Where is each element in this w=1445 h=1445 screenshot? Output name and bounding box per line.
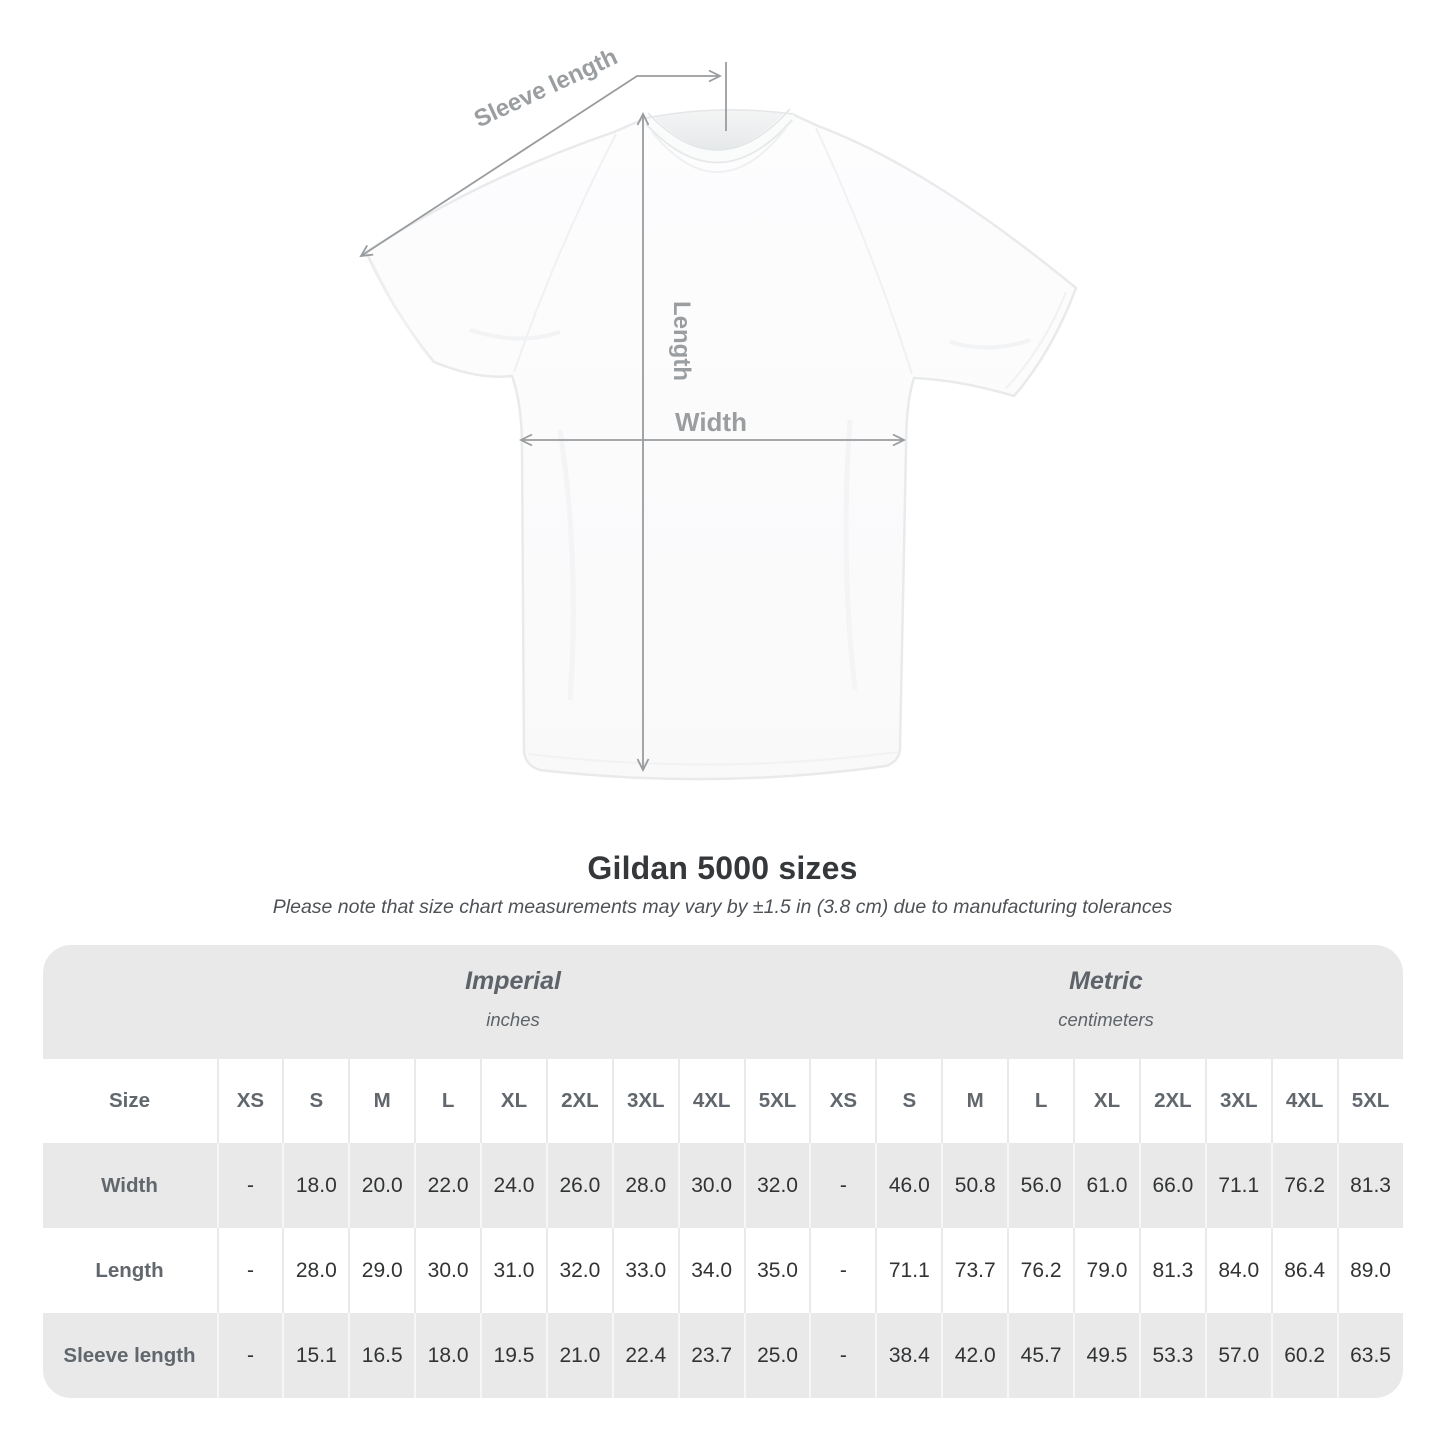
row-label: Length bbox=[95, 1258, 164, 1282]
size-col-metric-4xl: 4XL bbox=[1271, 1059, 1337, 1143]
value-cell: 60.2 bbox=[1271, 1313, 1337, 1398]
size-col-metric-3xl: 3XL bbox=[1205, 1059, 1271, 1143]
value-cell: 73.7 bbox=[941, 1228, 1007, 1313]
value-cell: 86.4 bbox=[1271, 1228, 1337, 1313]
value-cell: - bbox=[809, 1143, 875, 1228]
value-cell: 42.0 bbox=[941, 1313, 1007, 1398]
value-cell: 30.0 bbox=[414, 1228, 480, 1313]
value-cell: 71.1 bbox=[1205, 1143, 1271, 1228]
value-cell: 35.0 bbox=[744, 1228, 810, 1313]
value-cell: 32.0 bbox=[744, 1143, 810, 1228]
value-cell: 18.0 bbox=[282, 1143, 348, 1228]
value-cell: 29.0 bbox=[348, 1228, 414, 1313]
value-cell: 53.3 bbox=[1139, 1313, 1205, 1398]
table-row bbox=[43, 1143, 1403, 1228]
size-col-imperial-2xl: 2XL bbox=[546, 1059, 612, 1143]
value-cell: 26.0 bbox=[546, 1143, 612, 1228]
value-cell: 84.0 bbox=[1205, 1228, 1271, 1313]
value-cell: 20.0 bbox=[348, 1143, 414, 1228]
value-cell: 34.0 bbox=[678, 1228, 744, 1313]
value-cell: 38.4 bbox=[875, 1313, 941, 1398]
value-cell: 19.5 bbox=[480, 1313, 546, 1398]
value-cell: 45.7 bbox=[1007, 1313, 1073, 1398]
size-table bbox=[43, 945, 1403, 1398]
value-cell: 24.0 bbox=[480, 1143, 546, 1228]
size-col-metric-s: S bbox=[875, 1059, 941, 1143]
tshirt-illustration bbox=[366, 109, 1076, 779]
size-col-metric-l: L bbox=[1007, 1059, 1073, 1143]
value-cell: 61.0 bbox=[1073, 1143, 1139, 1228]
value-cell: 30.0 bbox=[678, 1143, 744, 1228]
value-cell: 79.0 bbox=[1073, 1228, 1139, 1313]
size-col-imperial-xs: XS bbox=[217, 1059, 283, 1143]
value-cell: 28.0 bbox=[612, 1143, 678, 1228]
value-cell: 16.5 bbox=[348, 1313, 414, 1398]
size-table-grid bbox=[43, 1059, 1403, 1398]
width-label: Width bbox=[675, 407, 747, 437]
value-cell: - bbox=[809, 1313, 875, 1398]
value-cell: 22.0 bbox=[414, 1143, 480, 1228]
value-cell: 63.5 bbox=[1337, 1313, 1403, 1398]
sleeve-length-label: Sleeve length bbox=[470, 43, 622, 134]
size-col-imperial-l: L bbox=[414, 1059, 480, 1143]
row-label: Sleeve length bbox=[63, 1343, 196, 1367]
page-title: Gildan 5000 sizes bbox=[587, 850, 858, 886]
value-cell: 71.1 bbox=[875, 1228, 941, 1313]
value-cell: 25.0 bbox=[744, 1313, 810, 1398]
metric-label: Metric bbox=[1069, 967, 1143, 995]
row-label: Width bbox=[101, 1173, 158, 1197]
value-cell: 22.4 bbox=[612, 1313, 678, 1398]
value-cell: 23.7 bbox=[678, 1313, 744, 1398]
size-col-imperial-m: M bbox=[348, 1059, 414, 1143]
size-col-metric-xl: XL bbox=[1073, 1059, 1139, 1143]
tshirt-body bbox=[366, 114, 1076, 779]
value-cell: 89.0 bbox=[1337, 1228, 1403, 1313]
value-cell: - bbox=[217, 1143, 283, 1228]
size-col-imperial-s: S bbox=[282, 1059, 348, 1143]
value-cell: 33.0 bbox=[612, 1228, 678, 1313]
size-col-metric-m: M bbox=[941, 1059, 1007, 1143]
imperial-label: Imperial bbox=[465, 967, 561, 995]
value-cell: 21.0 bbox=[546, 1313, 612, 1398]
value-cell: 18.0 bbox=[414, 1313, 480, 1398]
imperial-sublabel: inches bbox=[486, 1009, 540, 1030]
value-cell: - bbox=[217, 1228, 283, 1313]
metric-sublabel: centimeters bbox=[1058, 1009, 1154, 1030]
value-cell: 76.2 bbox=[1007, 1228, 1073, 1313]
value-cell: 81.3 bbox=[1337, 1143, 1403, 1228]
tolerance-note: Please note that size chart measurements may vary by ±1.5 in (3.8 cm) due to manufacturing tolerances bbox=[272, 896, 1173, 918]
length-label: Length bbox=[668, 301, 695, 381]
unit-header-row bbox=[43, 945, 1403, 1059]
size-col-imperial-3xl: 3XL bbox=[612, 1059, 678, 1143]
unit-header-spacer bbox=[43, 945, 217, 1059]
value-cell: 15.1 bbox=[282, 1313, 348, 1398]
size-header-cell: Size bbox=[108, 1089, 151, 1112]
unit-group-imperial bbox=[217, 945, 810, 1059]
size-col-imperial-xl: XL bbox=[480, 1059, 546, 1143]
value-cell: 32.0 bbox=[546, 1228, 612, 1313]
value-cell: 31.0 bbox=[480, 1228, 546, 1313]
value-cell: 46.0 bbox=[875, 1143, 941, 1228]
value-cell: 50.8 bbox=[941, 1143, 1007, 1228]
value-cell: 56.0 bbox=[1007, 1143, 1073, 1228]
value-cell: 57.0 bbox=[1205, 1313, 1271, 1398]
value-cell: - bbox=[809, 1228, 875, 1313]
value-cell: - bbox=[217, 1313, 283, 1398]
value-cell: 76.2 bbox=[1271, 1143, 1337, 1228]
size-col-metric-5xl: 5XL bbox=[1337, 1059, 1403, 1143]
unit-group-metric bbox=[810, 945, 1403, 1059]
value-cell: 28.0 bbox=[282, 1228, 348, 1313]
size-col-imperial-4xl: 4XL bbox=[678, 1059, 744, 1143]
value-cell: 66.0 bbox=[1139, 1143, 1205, 1228]
value-cell: 81.3 bbox=[1139, 1228, 1205, 1313]
value-cell: 49.5 bbox=[1073, 1313, 1139, 1398]
size-col-metric-2xl: 2XL bbox=[1139, 1059, 1205, 1143]
size-header-row bbox=[43, 1059, 1403, 1143]
size-col-metric-xs: XS bbox=[809, 1059, 875, 1143]
table-row bbox=[43, 1313, 1403, 1398]
size-col-imperial-5xl: 5XL bbox=[744, 1059, 810, 1143]
table-row bbox=[43, 1228, 1403, 1313]
